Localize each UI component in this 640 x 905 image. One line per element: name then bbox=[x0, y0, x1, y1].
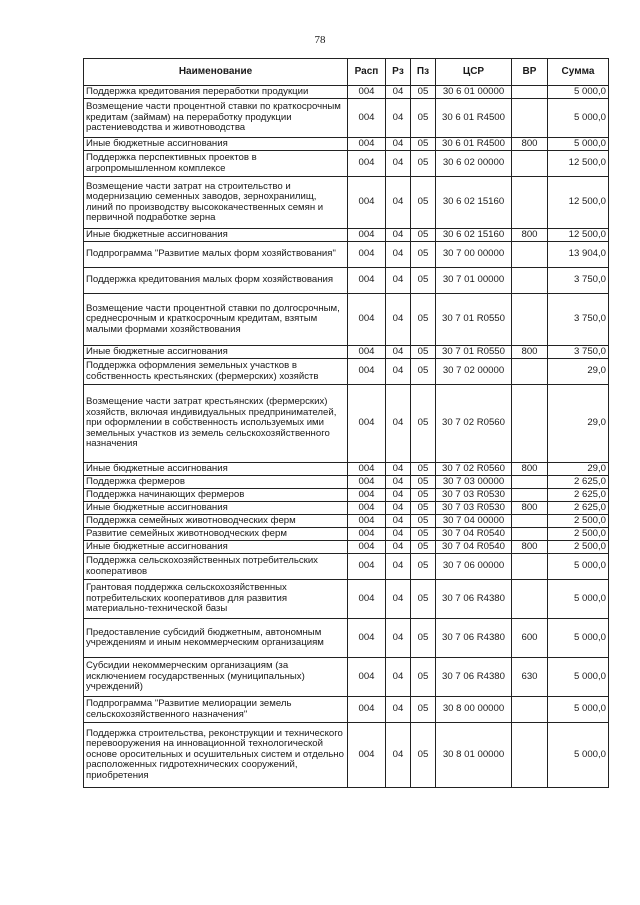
cell-pz: 05 bbox=[411, 476, 436, 489]
cell-rasp: 004 bbox=[348, 268, 386, 294]
cell-rz: 04 bbox=[386, 359, 411, 385]
cell-pz: 05 bbox=[411, 502, 436, 515]
cell-name: Поддержка начинающих фермеров bbox=[84, 489, 348, 502]
cell-csr: 30 7 03 00000 bbox=[436, 476, 512, 489]
header-rasp: Расп bbox=[348, 59, 386, 86]
cell-name: Возмещение части процентной ставки по краткосрочным кредитам (займам) на переработку продукции растениеводства и животноводства bbox=[84, 99, 348, 138]
table-row bbox=[84, 502, 609, 515]
cell-name: Поддержка оформления земельных участков в собственность крестьянских (фермерских) хозяйств bbox=[84, 359, 348, 385]
cell-pz: 05 bbox=[411, 658, 436, 697]
cell-name: Подпрограмма "Развитие мелиорации земель сельскохозяйственного назначения" bbox=[84, 697, 348, 723]
cell-name: Грантовая поддержка сельскохозяйственных потребительских кооперативов для развития материально-технической базы bbox=[84, 580, 348, 619]
cell-csr: 30 7 02 R0560 bbox=[436, 463, 512, 476]
cell-sum: 2 625,0 bbox=[548, 476, 609, 489]
cell-rz: 04 bbox=[386, 554, 411, 580]
cell-rasp: 004 bbox=[348, 541, 386, 554]
cell-sum: 12 500,0 bbox=[548, 177, 609, 229]
table-body bbox=[84, 86, 609, 788]
cell-name: Поддержка перспективных проектов в агропромышленном комплексе bbox=[84, 151, 348, 177]
cell-name: Поддержка сельскохозяйственных потребительских кооперативов bbox=[84, 554, 348, 580]
cell-vr: 630 bbox=[512, 658, 548, 697]
table-row bbox=[84, 229, 609, 242]
cell-rasp: 004 bbox=[348, 99, 386, 138]
cell-vr bbox=[512, 554, 548, 580]
cell-pz: 05 bbox=[411, 463, 436, 476]
cell-sum: 29,0 bbox=[548, 463, 609, 476]
cell-csr: 30 7 04 00000 bbox=[436, 515, 512, 528]
cell-pz: 05 bbox=[411, 554, 436, 580]
cell-csr: 30 8 01 00000 bbox=[436, 723, 512, 788]
cell-pz: 05 bbox=[411, 697, 436, 723]
table-row bbox=[84, 723, 609, 788]
cell-pz: 05 bbox=[411, 541, 436, 554]
cell-vr: 800 bbox=[512, 229, 548, 242]
cell-csr: 30 6 02 15160 bbox=[436, 229, 512, 242]
table-row bbox=[84, 294, 609, 346]
cell-rasp: 004 bbox=[348, 619, 386, 658]
cell-name: Возмещение части затрат крестьянских (фермерских) хозяйств, включая индивидуальных предпринимателей, при оформлении в собственность используемых ими земельных участков из земель сельскохозяйственного назначения bbox=[84, 385, 348, 463]
cell-sum: 5 000,0 bbox=[548, 554, 609, 580]
table-row bbox=[84, 541, 609, 554]
cell-vr: 800 bbox=[512, 541, 548, 554]
cell-csr: 30 7 03 R0530 bbox=[436, 489, 512, 502]
cell-csr: 30 7 06 00000 bbox=[436, 554, 512, 580]
cell-rasp: 004 bbox=[348, 294, 386, 346]
cell-pz: 05 bbox=[411, 580, 436, 619]
table-row bbox=[84, 554, 609, 580]
page-number: 78 bbox=[314, 34, 326, 46]
cell-pz: 05 bbox=[411, 723, 436, 788]
cell-rz: 04 bbox=[386, 385, 411, 463]
cell-sum: 5 000,0 bbox=[548, 619, 609, 658]
cell-pz: 05 bbox=[411, 151, 436, 177]
cell-name: Развитие семейных животноводческих ферм bbox=[84, 528, 348, 541]
cell-sum: 2 500,0 bbox=[548, 515, 609, 528]
cell-rz: 04 bbox=[386, 502, 411, 515]
cell-name: Иные бюджетные ассигнования bbox=[84, 463, 348, 476]
cell-rz: 04 bbox=[386, 346, 411, 359]
header-csr: ЦСР bbox=[436, 59, 512, 86]
cell-pz: 05 bbox=[411, 229, 436, 242]
cell-vr bbox=[512, 268, 548, 294]
table-row bbox=[84, 697, 609, 723]
cell-vr bbox=[512, 359, 548, 385]
cell-rasp: 004 bbox=[348, 658, 386, 697]
cell-sum: 5 000,0 bbox=[548, 138, 609, 151]
cell-rasp: 004 bbox=[348, 528, 386, 541]
header-sum: Сумма bbox=[548, 59, 609, 86]
cell-csr: 30 6 01 R4500 bbox=[436, 138, 512, 151]
cell-pz: 05 bbox=[411, 346, 436, 359]
cell-sum: 2 625,0 bbox=[548, 502, 609, 515]
header-name: Наименование bbox=[84, 59, 348, 86]
cell-vr bbox=[512, 723, 548, 788]
table-row bbox=[84, 242, 609, 268]
cell-vr: 600 bbox=[512, 619, 548, 658]
cell-name: Подпрограмма "Развитие малых форм хозяйствования" bbox=[84, 242, 348, 268]
cell-name: Возмещение части затрат на строительство и модернизацию семенных заводов, зернохранилищ, линий по производству высококачественных семян и первичной подработке зерна bbox=[84, 177, 348, 229]
cell-rasp: 004 bbox=[348, 554, 386, 580]
cell-vr bbox=[512, 528, 548, 541]
table-row bbox=[84, 528, 609, 541]
table-row bbox=[84, 268, 609, 294]
cell-name: Возмещение части процентной ставки по долгосрочным, среднесрочным и краткосрочным кредитам, взятым малыми формами хозяйствования bbox=[84, 294, 348, 346]
cell-rz: 04 bbox=[386, 697, 411, 723]
cell-name: Иные бюджетные ассигнования bbox=[84, 138, 348, 151]
table-row bbox=[84, 99, 609, 138]
cell-pz: 05 bbox=[411, 99, 436, 138]
cell-name: Поддержка строительства, реконструкции и технического перевооружения на инновационной технологической основе оросительных и осушительных систем и отдельно расположенных гидротехнических сооружений, приобретения bbox=[84, 723, 348, 788]
cell-csr: 30 7 01 00000 bbox=[436, 268, 512, 294]
cell-csr: 30 6 01 00000 bbox=[436, 86, 512, 99]
cell-rz: 04 bbox=[386, 463, 411, 476]
cell-vr bbox=[512, 294, 548, 346]
cell-name: Предоставление субсидий бюджетным, автономным учреждениям и иным некоммерческим организациям bbox=[84, 619, 348, 658]
cell-rasp: 004 bbox=[348, 723, 386, 788]
cell-vr bbox=[512, 242, 548, 268]
table-row bbox=[84, 138, 609, 151]
cell-name: Поддержка семейных животноводческих ферм bbox=[84, 515, 348, 528]
cell-rz: 04 bbox=[386, 619, 411, 658]
cell-name: Поддержка кредитования малых форм хозяйствования bbox=[84, 268, 348, 294]
table-row bbox=[84, 658, 609, 697]
cell-sum: 5 000,0 bbox=[548, 658, 609, 697]
cell-sum: 5 000,0 bbox=[548, 99, 609, 138]
cell-rasp: 004 bbox=[348, 242, 386, 268]
cell-rasp: 004 bbox=[348, 151, 386, 177]
table-row bbox=[84, 515, 609, 528]
cell-rz: 04 bbox=[386, 242, 411, 268]
cell-rasp: 004 bbox=[348, 489, 386, 502]
cell-name: Поддержка кредитования переработки продукции bbox=[84, 86, 348, 99]
cell-rasp: 004 bbox=[348, 463, 386, 476]
table-row bbox=[84, 177, 609, 229]
table-row bbox=[84, 151, 609, 177]
cell-vr bbox=[512, 86, 548, 99]
cell-name: Иные бюджетные ассигнования bbox=[84, 541, 348, 554]
cell-csr: 30 7 02 R0560 bbox=[436, 385, 512, 463]
cell-vr bbox=[512, 697, 548, 723]
cell-csr: 30 7 06 R4380 bbox=[436, 658, 512, 697]
cell-rasp: 004 bbox=[348, 697, 386, 723]
table-row bbox=[84, 619, 609, 658]
cell-csr: 30 7 04 R0540 bbox=[436, 528, 512, 541]
cell-rasp: 004 bbox=[348, 346, 386, 359]
cell-name: Поддержка фермеров bbox=[84, 476, 348, 489]
cell-vr: 800 bbox=[512, 138, 548, 151]
cell-csr: 30 6 02 15160 bbox=[436, 177, 512, 229]
cell-name: Иные бюджетные ассигнования bbox=[84, 502, 348, 515]
cell-name: Иные бюджетные ассигнования bbox=[84, 229, 348, 242]
cell-sum: 5 000,0 bbox=[548, 723, 609, 788]
cell-rz: 04 bbox=[386, 515, 411, 528]
cell-rz: 04 bbox=[386, 268, 411, 294]
cell-rasp: 004 bbox=[348, 177, 386, 229]
cell-pz: 05 bbox=[411, 528, 436, 541]
cell-vr bbox=[512, 177, 548, 229]
cell-csr: 30 7 00 00000 bbox=[436, 242, 512, 268]
budget-table bbox=[83, 58, 609, 788]
cell-rasp: 004 bbox=[348, 229, 386, 242]
cell-sum: 2 625,0 bbox=[548, 489, 609, 502]
cell-rz: 04 bbox=[386, 580, 411, 619]
cell-rasp: 004 bbox=[348, 138, 386, 151]
table-row bbox=[84, 385, 609, 463]
cell-rz: 04 bbox=[386, 723, 411, 788]
cell-vr bbox=[512, 99, 548, 138]
cell-rz: 04 bbox=[386, 476, 411, 489]
cell-pz: 05 bbox=[411, 242, 436, 268]
table-row bbox=[84, 359, 609, 385]
cell-csr: 30 7 03 R0530 bbox=[436, 502, 512, 515]
header-pz: Пз bbox=[411, 59, 436, 86]
cell-vr bbox=[512, 385, 548, 463]
cell-pz: 05 bbox=[411, 385, 436, 463]
cell-rz: 04 bbox=[386, 86, 411, 99]
table-row bbox=[84, 86, 609, 99]
cell-sum: 5 000,0 bbox=[548, 697, 609, 723]
cell-csr: 30 7 01 R0550 bbox=[436, 294, 512, 346]
cell-rasp: 004 bbox=[348, 86, 386, 99]
cell-rasp: 004 bbox=[348, 502, 386, 515]
cell-csr: 30 7 06 R4380 bbox=[436, 580, 512, 619]
cell-sum: 29,0 bbox=[548, 385, 609, 463]
table-header-row bbox=[84, 59, 609, 86]
cell-rz: 04 bbox=[386, 489, 411, 502]
cell-csr: 30 7 02 00000 bbox=[436, 359, 512, 385]
cell-sum: 2 500,0 bbox=[548, 541, 609, 554]
cell-pz: 05 bbox=[411, 515, 436, 528]
table-row bbox=[84, 489, 609, 502]
cell-sum: 13 904,0 bbox=[548, 242, 609, 268]
table-row bbox=[84, 463, 609, 476]
cell-pz: 05 bbox=[411, 138, 436, 151]
cell-pz: 05 bbox=[411, 619, 436, 658]
cell-rasp: 004 bbox=[348, 515, 386, 528]
cell-sum: 3 750,0 bbox=[548, 346, 609, 359]
cell-csr: 30 6 01 R4500 bbox=[436, 99, 512, 138]
cell-rz: 04 bbox=[386, 151, 411, 177]
header-vr: ВР bbox=[512, 59, 548, 86]
cell-rz: 04 bbox=[386, 294, 411, 346]
cell-csr: 30 6 02 00000 bbox=[436, 151, 512, 177]
cell-csr: 30 7 06 R4380 bbox=[436, 619, 512, 658]
cell-rz: 04 bbox=[386, 658, 411, 697]
cell-sum: 3 750,0 bbox=[548, 268, 609, 294]
cell-pz: 05 bbox=[411, 177, 436, 229]
cell-rz: 04 bbox=[386, 99, 411, 138]
cell-pz: 05 bbox=[411, 268, 436, 294]
cell-rz: 04 bbox=[386, 138, 411, 151]
cell-vr bbox=[512, 489, 548, 502]
cell-sum: 5 000,0 bbox=[548, 580, 609, 619]
cell-vr bbox=[512, 515, 548, 528]
cell-rasp: 004 bbox=[348, 580, 386, 619]
cell-rz: 04 bbox=[386, 229, 411, 242]
cell-sum: 5 000,0 bbox=[548, 86, 609, 99]
cell-vr bbox=[512, 476, 548, 489]
cell-rasp: 004 bbox=[348, 385, 386, 463]
cell-pz: 05 bbox=[411, 86, 436, 99]
cell-vr: 800 bbox=[512, 346, 548, 359]
table-row bbox=[84, 476, 609, 489]
cell-rz: 04 bbox=[386, 541, 411, 554]
header-rz: Рз bbox=[386, 59, 411, 86]
cell-sum: 3 750,0 bbox=[548, 294, 609, 346]
cell-vr bbox=[512, 580, 548, 619]
cell-rasp: 004 bbox=[348, 359, 386, 385]
cell-pz: 05 bbox=[411, 294, 436, 346]
cell-vr: 800 bbox=[512, 463, 548, 476]
cell-csr: 30 7 04 R0540 bbox=[436, 541, 512, 554]
table-row bbox=[84, 346, 609, 359]
cell-vr: 800 bbox=[512, 502, 548, 515]
cell-sum: 29,0 bbox=[548, 359, 609, 385]
cell-sum: 12 500,0 bbox=[548, 229, 609, 242]
cell-name: Иные бюджетные ассигнования bbox=[84, 346, 348, 359]
cell-pz: 05 bbox=[411, 489, 436, 502]
cell-rz: 04 bbox=[386, 528, 411, 541]
cell-name: Субсидии некоммерческим организациям (за исключением государственных (муниципальных) учреждений) bbox=[84, 658, 348, 697]
cell-sum: 2 500,0 bbox=[548, 528, 609, 541]
cell-pz: 05 bbox=[411, 359, 436, 385]
cell-csr: 30 8 00 00000 bbox=[436, 697, 512, 723]
cell-rz: 04 bbox=[386, 177, 411, 229]
cell-vr bbox=[512, 151, 548, 177]
cell-sum: 12 500,0 bbox=[548, 151, 609, 177]
cell-csr: 30 7 01 R0550 bbox=[436, 346, 512, 359]
cell-rasp: 004 bbox=[348, 476, 386, 489]
table-row bbox=[84, 580, 609, 619]
